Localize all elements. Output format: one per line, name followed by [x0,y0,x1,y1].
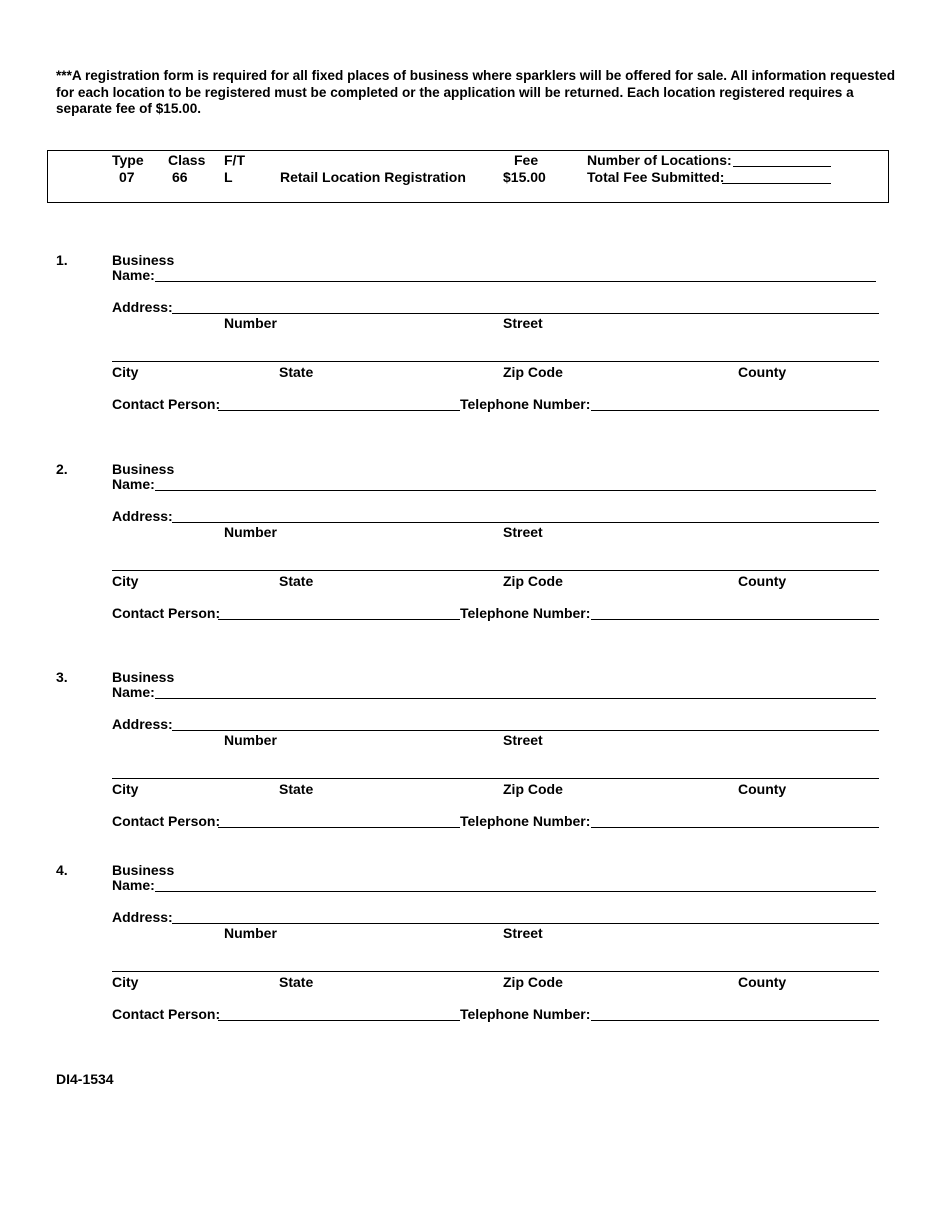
zip-caption: Zip Code [503,364,563,380]
city-state-zip-field[interactable] [112,361,879,362]
county-caption: County [738,364,787,380]
county-caption: County [738,573,787,589]
city-caption: City [112,573,139,589]
zip-caption: Zip Code [503,781,563,797]
zip-caption: Zip Code [503,974,563,990]
type-value: 07 [119,169,135,185]
city-state-zip-field[interactable] [112,971,879,972]
number-caption: Number [224,732,277,748]
business-label: Business [112,461,175,477]
type-label: Type [112,152,144,168]
location-index: 2. [56,461,68,477]
class-value: 66 [172,169,188,185]
telephone-label: Telephone Number: [460,396,591,412]
class-label: Class [168,152,206,168]
state-caption: State [279,781,314,797]
address-label: Address: [112,299,173,315]
number-of-locations-field[interactable] [733,166,831,167]
address-field[interactable] [172,730,879,731]
street-caption: Street [503,925,543,941]
city-state-zip-field[interactable] [112,778,879,779]
city-caption: City [112,781,139,797]
business-label: Business [112,252,175,268]
city-caption: City [112,974,139,990]
ft-value: L [224,169,233,185]
telephone-field[interactable] [591,410,879,411]
contact-person-label: Contact Person: [112,605,221,621]
total-fee-field[interactable] [722,183,831,184]
fee-value: $15.00 [503,169,546,185]
business-name-field[interactable] [155,891,876,892]
address-field[interactable] [172,923,879,924]
location-index: 1. [56,252,68,268]
contact-person-field[interactable] [218,1020,460,1021]
state-caption: State [279,573,314,589]
telephone-field[interactable] [591,619,879,620]
form-number: DI4-1534 [56,1071,114,1087]
address-label: Address: [112,716,173,732]
business-name-field[interactable] [155,281,876,282]
contact-person-label: Contact Person: [112,396,221,412]
contact-person-field[interactable] [218,827,460,828]
name-label: Name: [112,877,155,893]
city-caption: City [112,364,139,380]
street-caption: Street [503,732,543,748]
county-caption: County [738,781,787,797]
telephone-field[interactable] [591,1020,879,1021]
address-label: Address: [112,508,173,524]
location-index: 3. [56,669,68,685]
number-caption: Number [224,315,277,331]
zip-caption: Zip Code [503,573,563,589]
address-label: Address: [112,909,173,925]
contact-person-label: Contact Person: [112,813,221,829]
business-label: Business [112,669,175,685]
street-caption: Street [503,524,543,540]
ft-label: F/T [224,152,245,168]
city-state-zip-field[interactable] [112,570,879,571]
number-caption: Number [224,524,277,540]
number-of-locations-label: Number of Locations: [587,152,732,168]
telephone-label: Telephone Number: [460,813,591,829]
location-index: 4. [56,862,68,878]
registration-title: Retail Location Registration [280,169,466,185]
name-label: Name: [112,476,155,492]
state-caption: State [279,974,314,990]
number-caption: Number [224,925,277,941]
name-label: Name: [112,267,155,283]
contact-person-field[interactable] [218,619,460,620]
telephone-field[interactable] [591,827,879,828]
telephone-label: Telephone Number: [460,605,591,621]
contact-person-field[interactable] [218,410,460,411]
state-caption: State [279,364,314,380]
name-label: Name: [112,684,155,700]
street-caption: Street [503,315,543,331]
address-field[interactable] [172,522,879,523]
address-field[interactable] [172,313,879,314]
county-caption: County [738,974,787,990]
telephone-label: Telephone Number: [460,1006,591,1022]
contact-person-label: Contact Person: [112,1006,221,1022]
intro-instructions: ***A registration form is required for all fixed places of business where sparklers will be offered for sale. All information requested for each location to be registered must be completed or the application will be returned. Each location registered requires a separate fee of $15.00. [56,68,896,116]
business-label: Business [112,862,175,878]
fee-label: Fee [514,152,539,168]
business-name-field[interactable] [155,698,876,699]
business-name-field[interactable] [155,490,876,491]
total-fee-label: Total Fee Submitted: [587,169,725,185]
